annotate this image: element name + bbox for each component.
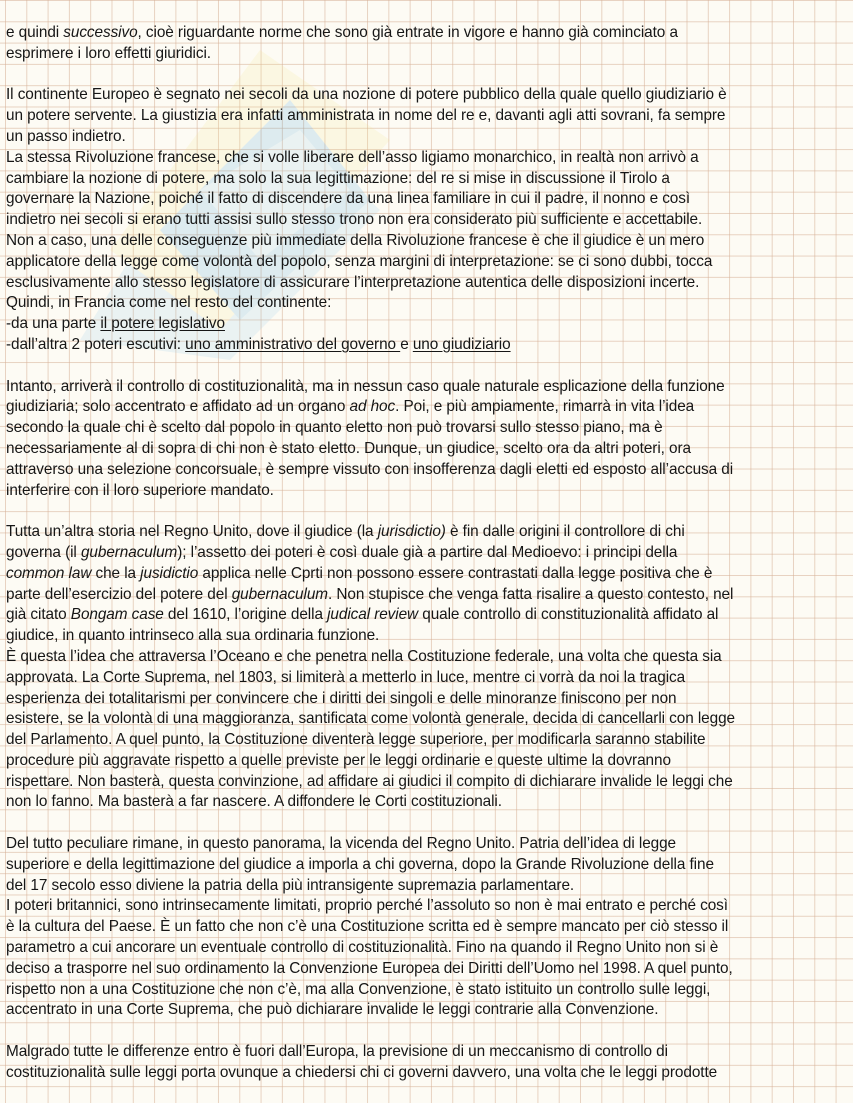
text-line xyxy=(6,169,848,190)
text-line xyxy=(6,834,848,855)
italic-term: jusidictio xyxy=(140,564,199,582)
text-run: del 1610, l’origine della xyxy=(163,606,328,624)
text-run: è fin dalle origini il controllore di chi xyxy=(445,523,685,541)
text-run: È questa l’idea che attraversa l’Oceano e che penetra nella Costituzione federale, una volta che questa sia xyxy=(6,647,722,665)
text-line xyxy=(6,959,848,980)
text-run: deciso a trasporre nel suo ordinamento la Convenzione Europea dei Diritti dell’Uomo nel 1998. A quel punto, xyxy=(6,959,733,977)
text-line xyxy=(6,543,848,564)
text-run: applicatore della legge come volontà del popolo, senza margini di interpretazione: se ci sono dubbi, tocca xyxy=(6,252,713,270)
text-run: secondo la quale chi è scelto dal popolo in quanto eletto non può trovarsi sullo stesso piano, ma è xyxy=(6,419,663,437)
text-run: Non a caso, una delle conseguenze più immediate della Rivoluzione francese è che il giudice è un mero xyxy=(6,231,705,249)
text-run: interferire con il loro superiore mandato. xyxy=(6,481,274,499)
text-run: governa (il xyxy=(6,543,81,561)
text-line xyxy=(6,1042,848,1063)
text-line xyxy=(6,689,848,710)
paragraph-gap xyxy=(6,356,848,377)
text-line xyxy=(6,647,848,668)
text-line xyxy=(6,293,848,314)
document-body xyxy=(6,23,848,1084)
italic-term: Bongam case xyxy=(70,606,164,624)
text-run: parte dell’esercizio del potere del xyxy=(6,585,232,603)
text-line xyxy=(6,564,848,585)
text-run: -da una parte xyxy=(6,315,101,333)
text-line xyxy=(6,792,848,813)
text-line xyxy=(6,85,848,106)
text-line xyxy=(6,938,848,959)
text-line xyxy=(6,231,848,252)
text-line xyxy=(6,522,848,543)
italic-term: ad hoc xyxy=(349,398,396,416)
text-line xyxy=(6,709,848,730)
text-line xyxy=(6,210,848,231)
italic-term: gubernaculum xyxy=(80,543,178,561)
text-run: Il continente Europeo è segnato nei secoli da una nozione di potere pubblico della quale quello giudiziario è xyxy=(6,86,727,104)
text-run: La stessa Rivoluzione francese, che si volle liberare dell’asso ligiamo monarchico, in realtà non arrivò a xyxy=(6,148,699,166)
text-run: giudice, in quanto intrinseco alla sua ordinaria funzione. xyxy=(6,627,380,645)
text-run: un potere servente. La giustizia era infatti amministrata in nome del re e, davanti agli atti sovrani, fa sempre xyxy=(6,107,726,125)
text-run: quale controllo di constituzionalità affidato al xyxy=(418,606,719,624)
text-run: . Non stupisce che venga fatta risalire a questo contesto, nel xyxy=(328,585,734,603)
paragraph-gap xyxy=(6,813,848,834)
text-run: esclusivamente allo stesso legislatore di assicurare l’interpretazione autentica delle disposizioni incerte. xyxy=(6,273,700,291)
text-line xyxy=(6,1000,848,1021)
text-line xyxy=(6,668,848,689)
text-line xyxy=(6,751,848,772)
text-run: accentrato in una Corte Suprema, che può dichiarare invalide le leggi contrarie alla Convenzione. xyxy=(6,1001,659,1019)
text-run: procedure più aggravate rispetto a quelle previste per le leggi ordinarie e queste ultime la dovranno xyxy=(6,751,671,769)
text-line xyxy=(6,44,848,65)
text-line xyxy=(6,377,848,398)
text-line xyxy=(6,273,848,294)
text-line xyxy=(6,397,848,418)
text-line xyxy=(6,481,848,502)
text-line xyxy=(6,314,848,335)
text-run: esistere, se la volontà di una maggioranza, santificata come volontà generale, decida di cancellarli con legge xyxy=(6,710,735,728)
text-run: cambiare la nozione di potere, ma solo la sua legittimazione: del re si mise in discussione il Tirolo a xyxy=(6,169,670,187)
text-run: superiore e della legittimazione del giudice a imporla a chi governa, dopo la Grande Rivoluzione della fine xyxy=(6,855,714,873)
text-run: Del tutto peculiare rimane, in questo panorama, la vicenda del Regno Unito. Patria dell’idea di legge xyxy=(6,835,677,853)
text-run: approvata. La Corte Suprema, nel 1803, si limiterà a metterlo in luce, mentre ci vorrà da noi la tragica xyxy=(6,668,686,686)
text-line xyxy=(6,189,848,210)
text-line xyxy=(6,917,848,938)
text-run: , cioè riguardante norme che sono già entrate in vigore e hanno già cominciato a xyxy=(137,24,678,41)
text-run: giudiziaria; solo accentrato e affidato ad un organo xyxy=(6,398,350,416)
text-line xyxy=(6,980,848,1001)
text-run: non lo fanno. Ma basterà a far nascere. A diffondere le Corti costituzionali. xyxy=(6,793,502,811)
text-run: già citato xyxy=(6,606,71,624)
text-run: che la xyxy=(91,564,141,582)
text-line xyxy=(6,127,848,148)
text-run: indietro nei secoli si erano tutti assisi sullo stesso trono non era considerato più sufficiente e accettabile. xyxy=(6,211,703,229)
text-line xyxy=(6,855,848,876)
text-run: Quindi, in Francia come nel resto del continente: xyxy=(6,294,332,312)
text-run: attraverso una selezione concorsuale, è sempre vissuto con insofferenza dagli eletti ed esposto all’accusa di xyxy=(6,460,734,478)
underlined-term: il potere legislativo xyxy=(100,315,225,333)
text-run: esprimere i loro effetti giuridici. xyxy=(6,44,211,62)
text-run: un passo indietro. xyxy=(6,127,126,145)
text-run: rispettare. Non basterà, questa convinzione, ad affidare ai giudici il compito di dichiarare invalide le leggi che xyxy=(6,772,733,790)
text-line xyxy=(6,626,848,647)
italic-term: judical review xyxy=(327,606,419,624)
text-line xyxy=(6,23,848,44)
italic-term: gubernaculum xyxy=(231,585,328,603)
text-line xyxy=(6,439,848,460)
text-run: del 17 secolo esso diviene la patria della più intransigente supremazia parlamentare. xyxy=(6,876,575,894)
text-run: rispetto non a una Costituzione che non c’è, ma alla Convenzione, è stato istituito un controllo sulle leggi, xyxy=(6,980,711,998)
italic-term: jurisdictio) xyxy=(377,523,446,541)
text-line xyxy=(6,335,848,356)
underlined-term: uno amministrativo del governo xyxy=(185,335,401,353)
underlined-term: uno giudiziario xyxy=(412,335,511,353)
text-run: Intanto, arriverà il controllo di costituzionalità, ma in nessun caso quale naturale esplicazione della funzione xyxy=(6,377,725,395)
text-line xyxy=(6,418,848,439)
text-line xyxy=(6,585,848,606)
text-run: necessariamente al di sopra di chi non è stato eletto. Dunque, un giudice, scelto ora da altri poteri, ora xyxy=(6,439,691,457)
text-run: I poteri britannici, sono intrinsecamente limitati, proprio perché l’assoluto so non è mai entrato e perché così xyxy=(6,897,728,915)
text-run: esperienza dei totalitarismi per convincere che i diritti dei singoli e delle minoranze finiscono per non xyxy=(6,689,677,707)
text-run: governare la Nazione, poiché il fatto di discendere da una linea familiare in cui il padre, il nonno e così xyxy=(6,190,691,208)
text-line xyxy=(6,896,848,917)
paragraph-gap xyxy=(6,501,848,522)
text-line xyxy=(6,772,848,793)
text-line xyxy=(6,106,848,127)
text-run: . Poi, e più ampiamente, rimarrà in vita l’idea xyxy=(395,398,695,416)
text-line xyxy=(6,252,848,273)
italic-term: common law xyxy=(6,564,92,582)
text-run: ); l’assetto dei poteri è così duale già a partire dal Medioevo: i principi della xyxy=(177,543,678,561)
text-line xyxy=(6,148,848,169)
italic-term: successivo xyxy=(63,24,138,41)
text-run: applica nelle Cprti non possono essere contrastati dalla legge positiva che è xyxy=(198,564,713,582)
text-run: Tutta un’altra storia nel Regno Unito, dove il giudice (la xyxy=(6,523,378,541)
text-line xyxy=(6,460,848,481)
text-line xyxy=(6,1063,848,1084)
text-run: Malgrado tutte le differenze entro è fuori dall’Europa, la previsione di un meccanismo di controllo di xyxy=(6,1043,668,1061)
text-line xyxy=(6,876,848,897)
text-line xyxy=(6,730,848,751)
text-run: costituzionalità sulle leggi porta ovunque a chiedersi chi ci governi davvero, una volta che le leggi prodotte xyxy=(6,1063,718,1081)
text-run: parametro a cui ancorare un eventuale controllo di costituzionalità. Fino na quando il Regno Unito non si è xyxy=(6,939,719,957)
text-run: -dall’altra 2 poteri escutivi: xyxy=(6,335,186,353)
text-run: del Parlamento. A quel punto, la Costituzione diventerà legge superiore, per modificarla saranno stabilite xyxy=(6,731,706,749)
text-run: è la cultura del Paese. È un fatto che non c’è una Costituzione scritta ed è sempre mancato per ciò stesso il xyxy=(6,918,729,936)
paragraph-gap xyxy=(6,65,848,86)
text-run: e xyxy=(400,335,413,353)
text-line xyxy=(6,605,848,626)
text-run: e quindi xyxy=(6,24,64,41)
paragraph-gap xyxy=(6,1021,848,1042)
